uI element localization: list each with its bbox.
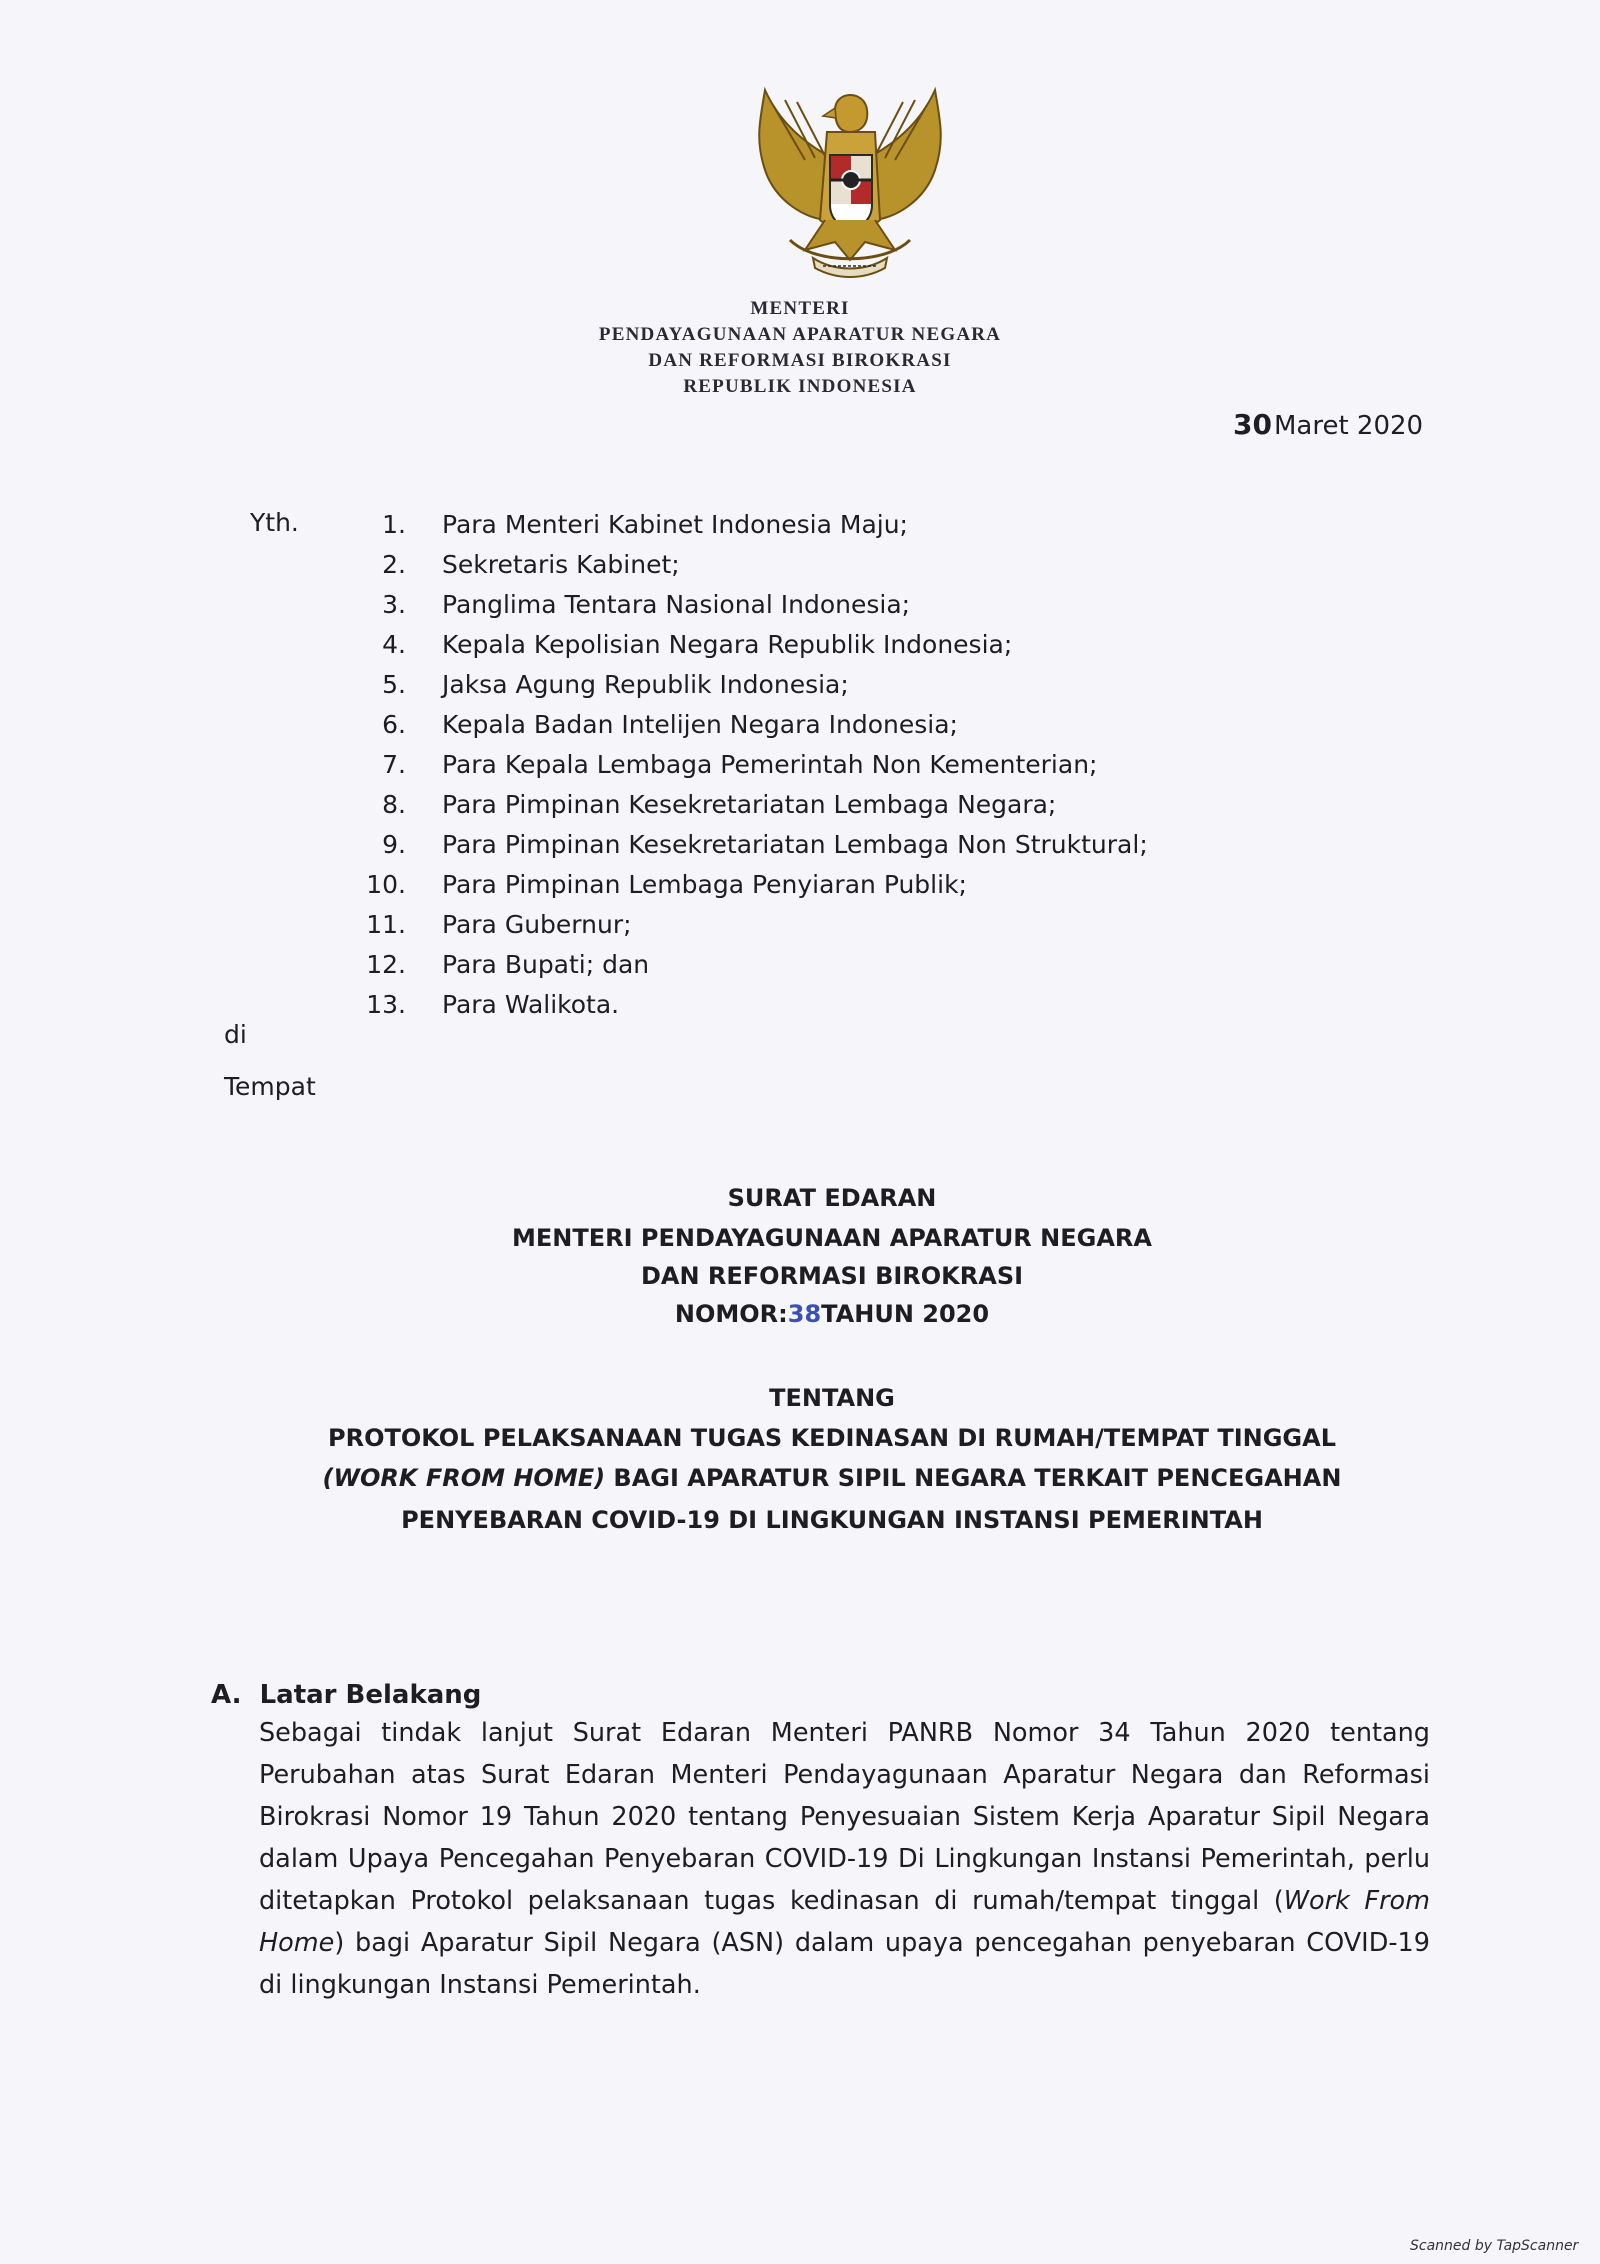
addressee-number: 9. <box>382 830 406 859</box>
nomor-line <box>200 1294 1464 1334</box>
tentang-line-1: PROTOKOL PELAKSANAAN TUGAS KEDINASAN DI RUMAH/TEMPAT TINGGAL <box>328 1424 1336 1452</box>
addressee-number: 10. <box>366 870 406 899</box>
para-part-1: Sebagai tindak lanjut Surat Edaran Menteri PANRB Nomor 34 Tahun 2020 tentang Perubahan atas Surat Edaran Menteri Pendayagunaan Aparatur Negara dan Reformasi Birokrasi Nomor 19 Tahun 2020 tentang Penyesuaian Sistem Kerja Aparatur Sipil Negara dalam Upaya Pencegahan Penyebaran COVID-19 Di Lingkungan Instansi Pemerintah, perlu ditetapkan Protokol pelaksanaan tugas kedinasan di rumah/tempat tinggal ( <box>259 1718 1430 1916</box>
tempat-label: Tempat <box>224 1072 316 1101</box>
section-a-paragraph <box>259 1712 1430 2006</box>
date-day: 30 <box>1233 408 1272 441</box>
garuda-emblem-icon <box>735 70 965 285</box>
tentang-line-3: PENYEBARAN COVID-19 DI LINGKUNGAN INSTANSI PEMERINTAH <box>401 1506 1263 1534</box>
title-line-1: SURAT EDARAN <box>727 1184 937 1212</box>
section-a-heading: A. Latar Belakang <box>211 1680 482 1710</box>
scanner-footer: Scanned by TapScanner <box>1410 2238 1579 2254</box>
addressee-text: Para Bupati; dan <box>442 950 650 979</box>
title-line-2: MENTERI PENDAYAGUNAAN APARATUR NEGARA <box>512 1224 1152 1252</box>
letter-date <box>1233 408 1423 441</box>
addressee-text: Para Kepala Lembaga Pemerintah Non Kementerian; <box>442 750 1098 779</box>
addressee-text: Kepala Badan Intelijen Negara Indonesia; <box>442 710 958 739</box>
kop-line-1: MENTERI <box>750 298 850 319</box>
tentang-line-2 <box>200 1458 1464 1498</box>
tentang-label: TENTANG <box>769 1384 895 1412</box>
addressee-text: Para Menteri Kabinet Indonesia Maju; <box>442 510 908 539</box>
addressee-number: 4. <box>382 630 406 659</box>
addressee-text: Para Gubernur; <box>442 910 632 939</box>
di-label: di <box>224 1020 247 1049</box>
date-rest: Maret 2020 <box>1273 411 1424 441</box>
kop-line-3: DAN REFORMASI BIROKRASI <box>648 350 952 371</box>
tentang-line-2-rest: BAGI APARATUR SIPIL NEGARA TERKAIT PENCEGAHAN <box>605 1464 1342 1492</box>
nomor-prefix: NOMOR: <box>674 1300 788 1328</box>
addressee-number: 13. <box>366 990 406 1019</box>
addressee-text: Para Pimpinan Kesekretariatan Lembaga Non Struktural; <box>442 830 1148 859</box>
addressee-text: Sekretaris Kabinet; <box>442 550 680 579</box>
addressee-text: Jaksa Agung Republik Indonesia; <box>442 670 849 699</box>
title-line-3: DAN REFORMASI BIROKRASI <box>640 1262 1024 1290</box>
addressee-text: Para Walikota. <box>442 990 620 1019</box>
nomor-value: 38 <box>787 1300 822 1328</box>
addressee-number: 5. <box>382 670 406 699</box>
kop-line-2: PENDAYAGUNAAN APARATUR NEGARA <box>598 324 1002 345</box>
addressee-text: Kepala Kepolisian Negara Republik Indonesia; <box>442 630 1013 659</box>
addressee-number: 12. <box>366 950 406 979</box>
addressee-number: 7. <box>382 750 406 779</box>
nomor-suffix: TAHUN 2020 <box>821 1300 990 1328</box>
addressee-number: 6. <box>382 710 406 739</box>
addressee-number: 2. <box>382 550 406 579</box>
para-part-2: ) bagi Aparatur Sipil Negara (ASN) dalam upaya pencegahan penyebaran COVID-19 di lingkungan Instansi Pemerintah. <box>259 1928 1430 2000</box>
addressee-number: 11. <box>366 910 406 939</box>
yth-label: Yth. <box>250 508 299 537</box>
addressee-number: 8. <box>382 790 406 819</box>
addressee-text: Panglima Tentara Nasional Indonesia; <box>442 590 911 619</box>
kop-line-4: REPUBLIK INDONESIA <box>683 376 917 397</box>
tentang-line-2-italic: (WORK FROM HOME) <box>322 1464 606 1492</box>
para-italic: Work From Home <box>259 1886 1431 1958</box>
addressee-number: 1. <box>382 510 406 539</box>
addressee-text: Para Pimpinan Kesekretariatan Lembaga Negara; <box>442 790 1057 819</box>
addressee-number: 3. <box>382 590 406 619</box>
addressee-text: Para Pimpinan Lembaga Penyiaran Publik; <box>442 870 967 899</box>
